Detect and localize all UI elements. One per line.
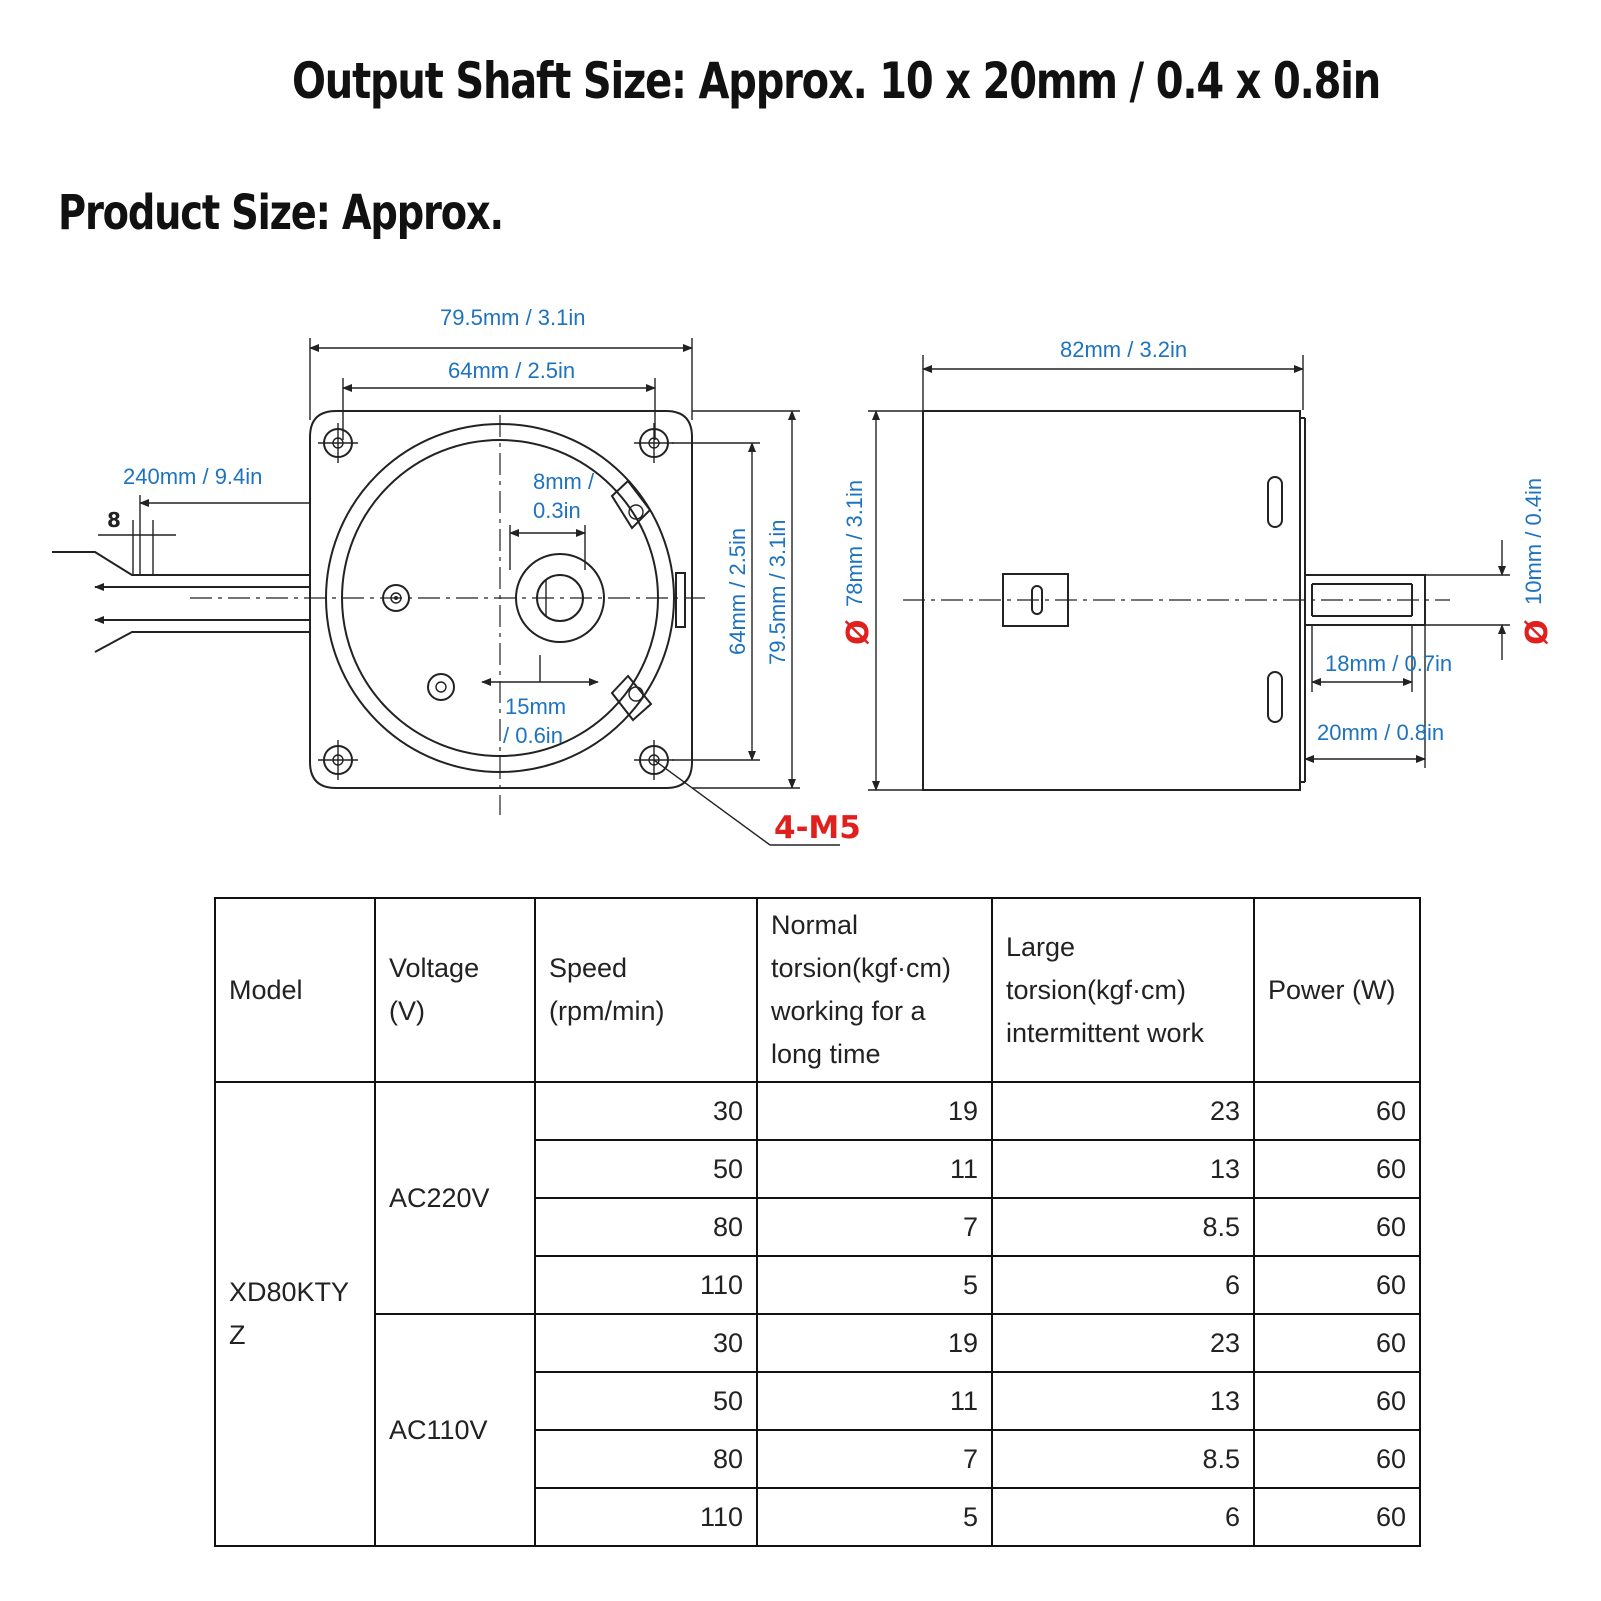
table-row xyxy=(215,1082,1420,1140)
height-overall-label: 79.5mm / 3.1in xyxy=(765,519,790,665)
offset-label-line1: 15mm xyxy=(505,694,567,719)
table-row xyxy=(215,1314,1420,1372)
lead-length-label: 240mm / 9.4in xyxy=(123,464,263,489)
front-view xyxy=(52,305,861,846)
large-torsion-cell: 8.5 xyxy=(992,1430,1254,1488)
header-model: Model xyxy=(215,898,375,1082)
speed-cell: 80 xyxy=(535,1430,757,1488)
diameter-symbol-shaft: Ø xyxy=(1520,619,1555,645)
side-view xyxy=(841,337,1555,790)
power-cell: 60 xyxy=(1254,1314,1420,1372)
header-large-torsion: Large torsion(kgf·cm) intermittent work xyxy=(992,898,1254,1082)
normal-torsion-cell: 5 xyxy=(757,1256,992,1314)
hole-spacing-vertical-label: 64mm / 2.5in xyxy=(725,527,750,655)
power-cell: 60 xyxy=(1254,1198,1420,1256)
keyway-label-line2: 0.3in xyxy=(533,498,581,523)
table-header-row xyxy=(215,898,1420,1082)
hole-spacing-label: 64mm / 2.5in xyxy=(448,358,576,383)
speed-cell: 110 xyxy=(535,1256,757,1314)
large-torsion-cell: 13 xyxy=(992,1140,1254,1198)
large-torsion-cell: 13 xyxy=(992,1372,1254,1430)
product-size-heading: Product Size: Approx. xyxy=(58,185,503,241)
body-length-label: 82mm / 3.2in xyxy=(1060,337,1188,362)
speed-cell: 50 xyxy=(535,1372,757,1430)
shaft-diameter-label: 10mm / 0.4in xyxy=(1521,477,1546,605)
normal-torsion-cell: 11 xyxy=(757,1140,992,1198)
normal-torsion-cell: 7 xyxy=(757,1198,992,1256)
power-cell: 60 xyxy=(1254,1372,1420,1430)
large-torsion-cell: 6 xyxy=(992,1256,1254,1314)
keyway-label-line1: 8mm / xyxy=(533,469,595,494)
speed-cell: 30 xyxy=(535,1082,757,1140)
model-cell: XD80KTYZ xyxy=(215,1082,375,1546)
large-torsion-cell: 8.5 xyxy=(992,1198,1254,1256)
page-title: Output Shaft Size: Approx. 10 x 20mm / 0.4 x 0.8in xyxy=(292,52,1381,110)
large-torsion-cell: 23 xyxy=(992,1314,1254,1372)
normal-torsion-cell: 19 xyxy=(757,1082,992,1140)
large-torsion-cell: 23 xyxy=(992,1082,1254,1140)
normal-torsion-cell: 11 xyxy=(757,1372,992,1430)
normal-torsion-cell: 19 xyxy=(757,1314,992,1372)
large-torsion-cell: 6 xyxy=(992,1488,1254,1546)
normal-torsion-cell: 5 xyxy=(757,1488,992,1546)
shaft-length-label: 20mm / 0.8in xyxy=(1317,720,1445,745)
header-normal-torsion: Normal torsion(kgf·cm) working for a long time xyxy=(757,898,992,1082)
diameter-symbol-body: Ø xyxy=(841,619,876,645)
voltage-cell: AC220V xyxy=(375,1082,535,1314)
dimension-drawing xyxy=(0,290,1601,860)
speed-cell: 50 xyxy=(535,1140,757,1198)
voltage-cell: AC110V xyxy=(375,1314,535,1546)
body-diameter-label: 78mm / 3.1in xyxy=(842,479,867,607)
mount-screws-label: 4-M5 xyxy=(774,810,861,846)
header-power: Power (W) xyxy=(1254,898,1420,1082)
power-cell: 60 xyxy=(1254,1256,1420,1314)
speed-cell: 110 xyxy=(535,1488,757,1546)
spec-table xyxy=(214,897,1421,1547)
speed-cell: 30 xyxy=(535,1314,757,1372)
power-cell: 60 xyxy=(1254,1430,1420,1488)
power-cell: 60 xyxy=(1254,1140,1420,1198)
header-speed: Speed (rpm/min) xyxy=(535,898,757,1082)
power-cell: 60 xyxy=(1254,1488,1420,1546)
flat-length-label: 18mm / 0.7in xyxy=(1325,651,1453,676)
speed-cell: 80 xyxy=(535,1198,757,1256)
normal-torsion-cell: 7 xyxy=(757,1430,992,1488)
strip-length-label: 8 xyxy=(107,508,121,532)
width-overall-label: 79.5mm / 3.1in xyxy=(440,305,586,330)
power-cell: 60 xyxy=(1254,1082,1420,1140)
header-voltage: Voltage (V) xyxy=(375,898,535,1082)
offset-label-line2: / 0.6in xyxy=(503,723,563,748)
